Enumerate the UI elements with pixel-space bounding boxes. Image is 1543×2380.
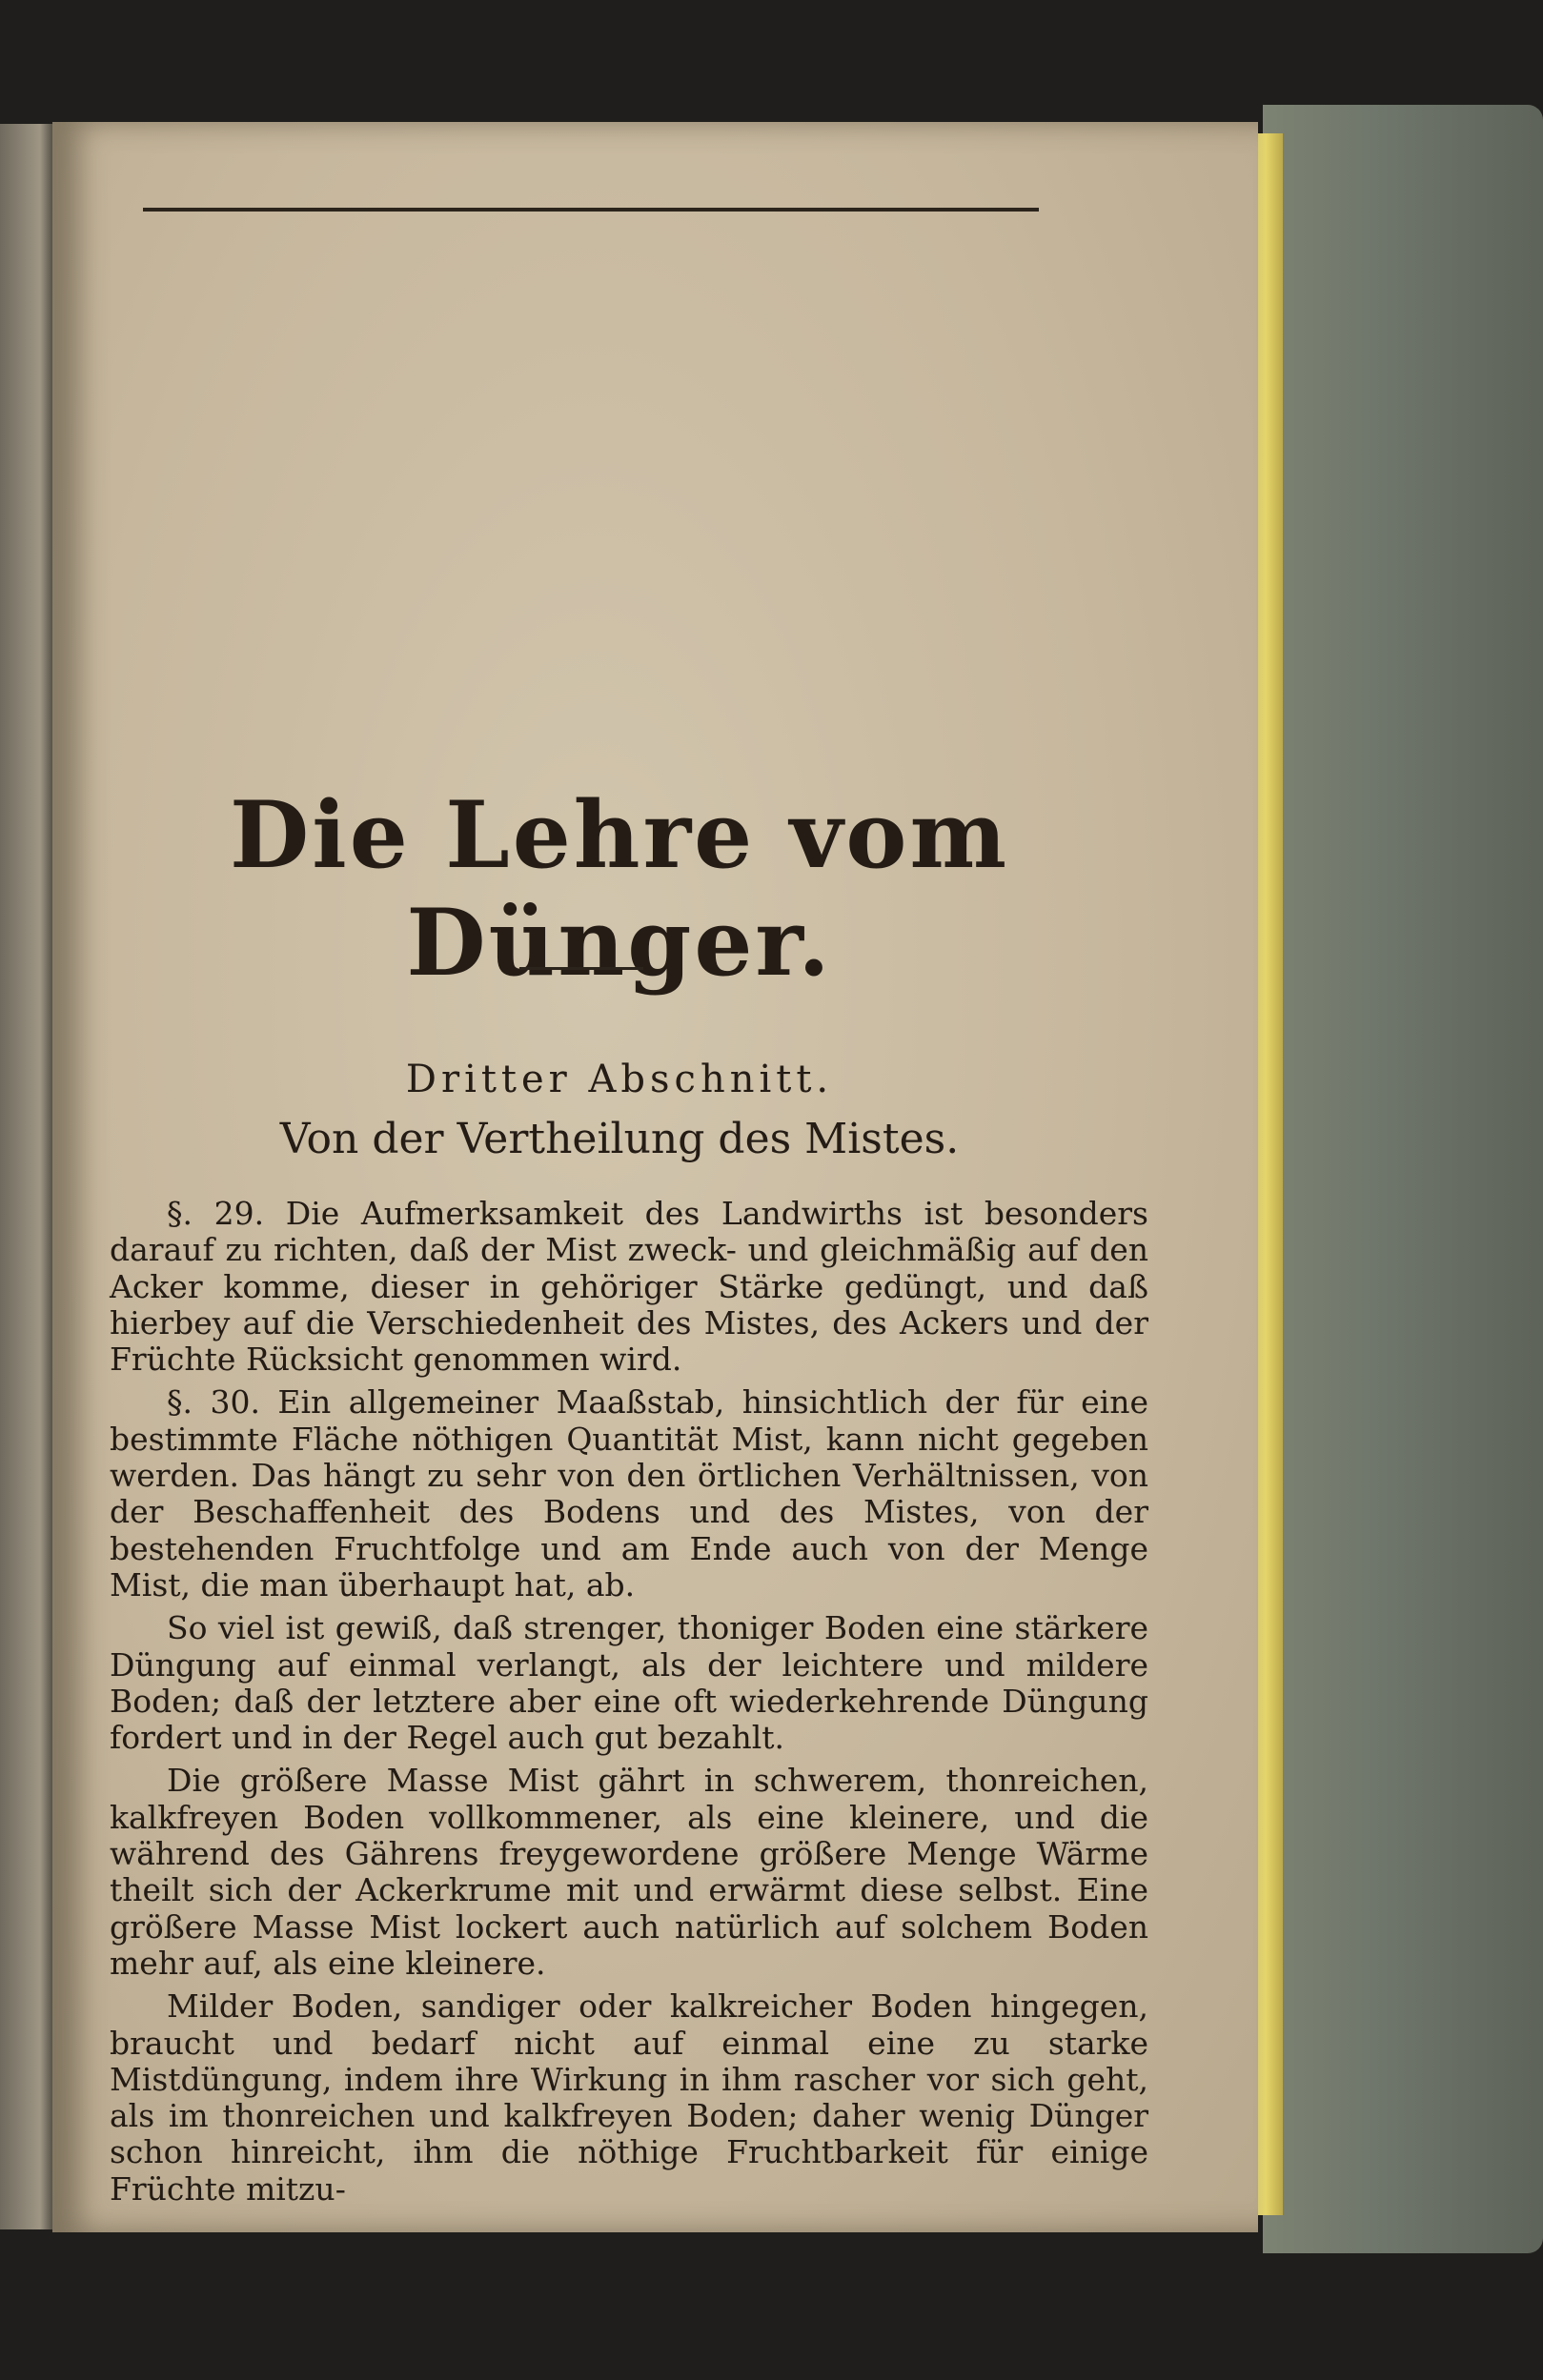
- top-rule: [143, 208, 1039, 212]
- paragraph-mist-mass: Die größere Masse Mist gährt in schwerem, thonreichen, kalkfreyen Boden vollkommener, als eine kleinere, und die während des Gährens freygewordene größere Menge Wärme theilt sich der Ackerkrume mit und erwärmt diese selbst. Eine größere Masse Mist lockert auch natürlich auf solchem Boden mehr auf, als eine kleinere.: [110, 1762, 1148, 1982]
- section-heading: Dritter Abschnitt.: [405, 1058, 834, 1101]
- paragraph-30: §. 30. Ein allgemeiner Maaßstab, hinsichtlich der für eine bestimmte Fläche nöthigen Quantität Mist, kann nicht gegeben werden. Das hängt zu sehr von den örtlichen Verhältnissen, von der Beschaffenheit des Bodens und des Mistes, von der bestehenden Fruchtfolge und am Ende auch von der Menge Mist, die man überhaupt hat, ab.: [110, 1383, 1148, 1603]
- section-subtitle: Von der Vertheilung des Mistes.: [279, 1115, 960, 1163]
- body-text: [110, 1196, 1148, 2214]
- left-page-edge: [0, 124, 57, 2229]
- page-title: Die Lehre vom Dünger.: [229, 781, 1010, 997]
- title-divider: [519, 967, 643, 970]
- paragraph-29: §. 29. Die Aufmerksamkeit des Landwirths ist besonders darauf zu richten, daß der Mist zweck- und gleichmäßig auf den Acker komme, dieser in gehöriger Stärke gedüngt, und daß hierbey auf die Verschiedenheit des Mistes, des Ackers und der Früchte Rücksicht genommen wird.: [110, 1195, 1148, 1379]
- paragraph-soil-heavy: So viel ist gewiß, daß strenger, thoniger Boden eine stärkere Düngung auf einmal verlangt, als der leichtere und mildere Boden; daß der letztere aber eine oft wiederkehrende Düngung fordert und in der Regel auch gut bezahlt.: [110, 1609, 1148, 1757]
- paragraph-mild-soil: Milder Boden, sandiger oder kalkreicher Boden hingegen, braucht und bedarf nicht auf einmal eine zu starke Mistdüngung, indem ihre Wirkung in ihm rascher vor sich geht, als im thonreichen und kalkfreyen Boden; daher wenig Dünger schon hinreicht, ihm die nöthige Fruchtbarkeit für einige Früchte mitzu-: [110, 1987, 1148, 2208]
- book-cover-board: [1263, 105, 1543, 2253]
